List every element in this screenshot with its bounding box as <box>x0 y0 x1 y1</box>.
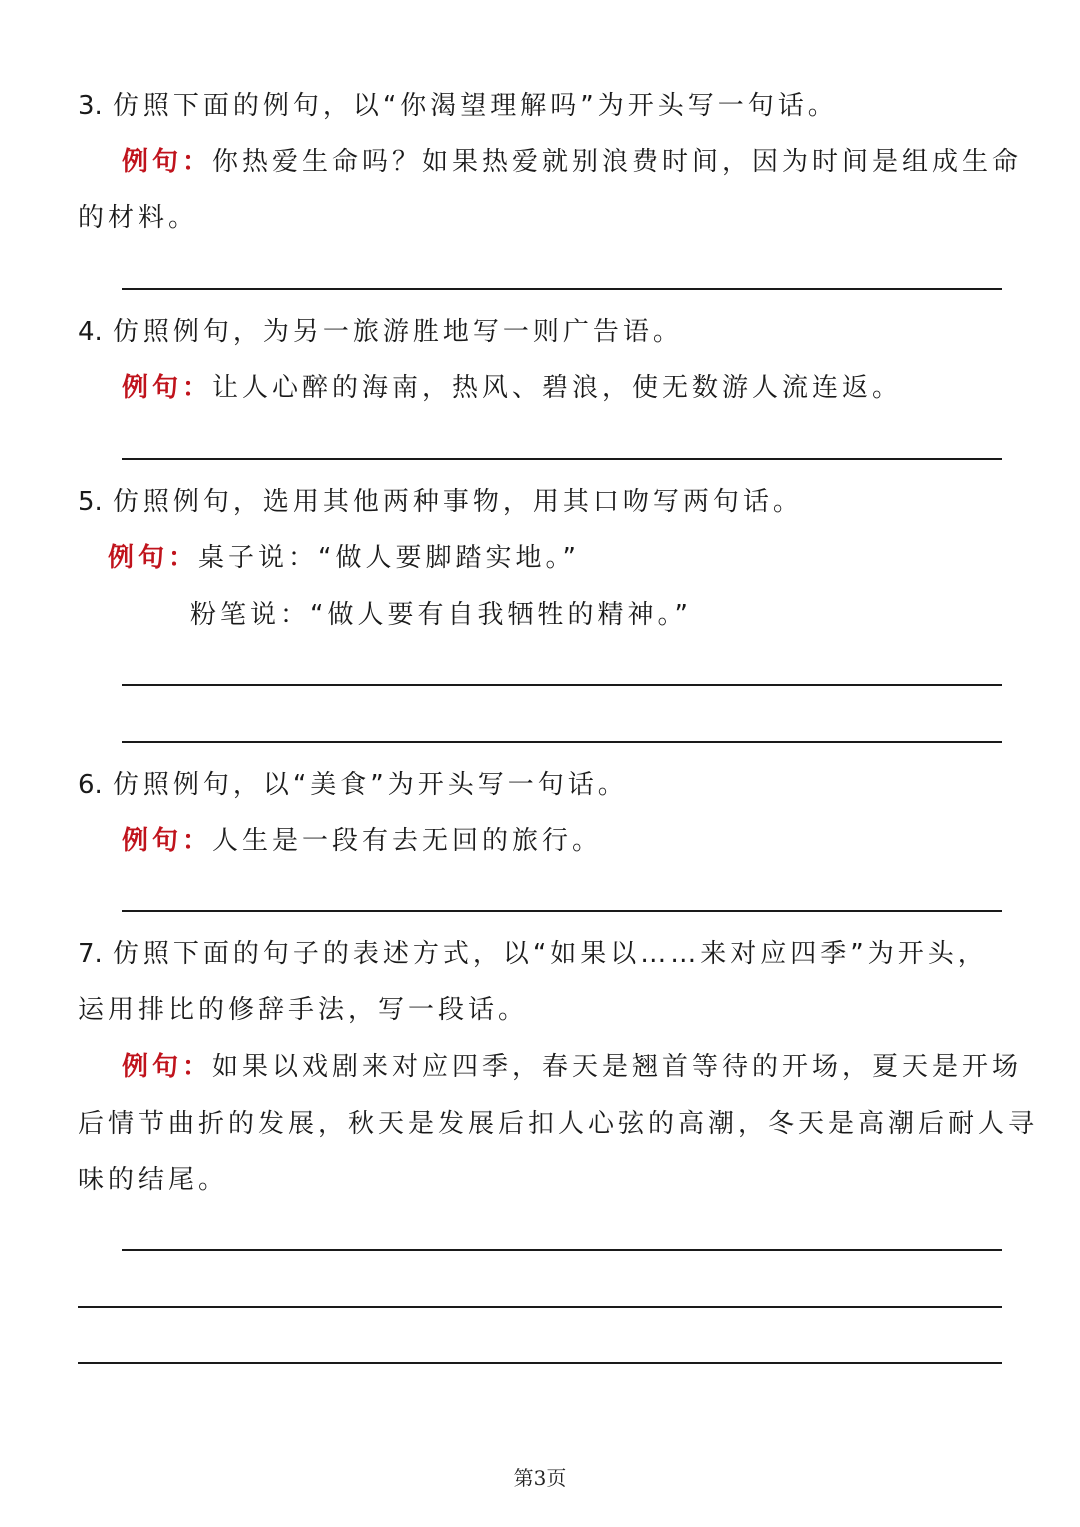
q5-example-line2: 粉笔说：“做人要有自我牺牲的精神。” <box>190 600 692 630</box>
q4-number: 4. <box>78 317 103 347</box>
q7-example-label: 例句： <box>122 1052 213 1082</box>
q4-example-label: 例句： <box>122 373 213 403</box>
q6-number: 6. <box>78 770 103 800</box>
q3-prompt <box>78 88 838 124</box>
q7-number: 7. <box>78 939 103 969</box>
q3-number: 3. <box>78 91 103 121</box>
q4-prompt-text: 仿照例句，为另一旅游胜地写一则广告语。 <box>112 317 683 347</box>
q3-example-line2: 的材料。 <box>78 203 199 233</box>
page-number: 第3页 <box>513 1466 567 1490</box>
q7-example-line2: 后情节曲折的发展，秋天是发展后扣人心弦的高潮，冬天是高潮后耐人寻 <box>78 1109 1039 1139</box>
q6-example <box>122 823 602 859</box>
q6-prompt-text: 仿照例句，以“美食”为开头写一句话。 <box>112 770 628 800</box>
q3-answer-line[interactable] <box>122 288 1002 290</box>
q5-number: 5. <box>78 487 103 517</box>
q7-example-line1: 如果以戏剧来对应四季，春天是翘首等待的开场，夏天是开场 <box>212 1052 1023 1082</box>
q5-example-line1: 桌子说：“做人要脚踏实地。” <box>198 543 580 573</box>
q4-example-line1: 让人心醉的海南，热风、碧浪，使无数游人流连返。 <box>212 373 903 403</box>
q5-prompt <box>78 484 803 520</box>
q6-answer-line[interactable] <box>122 910 1002 912</box>
q3-example <box>122 144 1022 180</box>
q7-example <box>122 1049 1022 1085</box>
q7-answer-line-3[interactable] <box>78 1362 1002 1364</box>
q5-prompt-text: 仿照例句，选用其他两种事物，用其口吻写两句话。 <box>112 487 803 517</box>
q3-prompt-text: 仿照下面的例句，以“你渴望理解吗”为开头写一句话。 <box>112 91 838 121</box>
q5-answer-line-2[interactable] <box>122 741 1002 743</box>
q4-prompt <box>78 314 683 350</box>
q5-example <box>108 540 580 576</box>
q4-answer-line[interactable] <box>122 458 1002 460</box>
q7-answer-line-2[interactable] <box>78 1306 1002 1308</box>
q3-example-label: 例句： <box>122 147 213 177</box>
q6-example-label: 例句： <box>122 826 213 856</box>
q6-prompt <box>78 767 628 803</box>
q6-example-line1: 人生是一段有去无回的旅行。 <box>212 826 603 856</box>
q7-example-line3: 味的结尾。 <box>78 1165 229 1195</box>
q5-answer-line-1[interactable] <box>122 684 1002 686</box>
q4-example <box>122 370 902 406</box>
q7-prompt-line2: 运用排比的修辞手法，写一段话。 <box>78 995 529 1025</box>
q7-answer-line-1[interactable] <box>122 1249 1002 1251</box>
q3-example-line1: 你热爱生命吗？如果热爱就别浪费时间，因为时间是组成生命 <box>212 147 1023 177</box>
q5-example-label: 例句： <box>108 543 199 573</box>
q7-prompt-line1: 仿照下面的句子的表述方式，以“如果以……来对应四季”为开头， <box>112 939 988 969</box>
q7-prompt <box>78 936 988 972</box>
